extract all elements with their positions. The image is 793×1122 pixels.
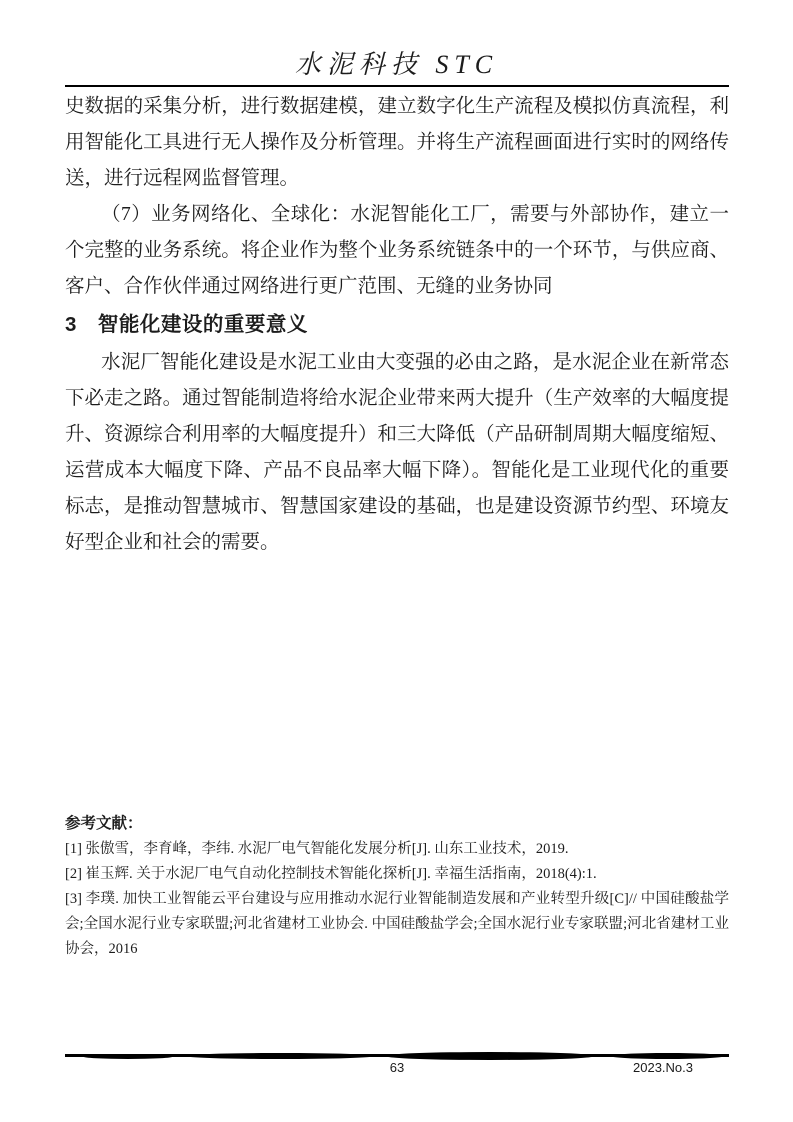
references-heading: 参考文献： <box>65 815 143 832</box>
paragraph-importance-body: 水泥厂智能化建设是水泥工业由大变强的必由之路，是水泥企业在新常态下必走之路。通过智能制造将给水泥企业带来两大提升（生产效率的大幅度提升、资源综合利用率的大幅度提升）和三大降低（产品研制周期大幅度缩短、运营成本大幅度下降、产品不良品率大幅下降）。智能化是工业现代化的重要标志，是推动智慧城市、智慧国家建设的基础，也是建设资源节约型、环境友好型企业和社会的需要。 <box>65 352 729 553</box>
reference-item-1: [1] 张傲雪，李育峰，李纬. 水泥厂电气智能化发展分析[J]. 山东工业技术，2019. <box>65 841 569 857</box>
reference-item-2: [2] 崔玉辉. 关于水泥厂电气自动化控制技术智能化探析[J]. 幸福生活指南，2018(4):1. <box>65 866 597 882</box>
paragraph-history-data: 史数据的采集分析，进行数据建模，建立数字化生产流程及模拟仿真流程，利用智能化工具进行无人操作及分析管理。并将生产流程画面进行实时的网络传送，进行远程网监督管理。 <box>65 96 729 189</box>
issue-label: 2023.No.3 <box>633 1060 693 1075</box>
paragraph-business-networking: （7）业务网络化、全球化：水泥智能化工厂，需要与外部协作，建立一个完整的业务系统。将企业作为整个业务系统链条中的一个环节，与供应商、客户、合作伙伴通过网络进行更广范围、无缝的业务协同 <box>65 204 729 297</box>
page-number: 63 <box>389 1060 405 1075</box>
footer-rule-blob <box>83 1054 173 1059</box>
footer-rule-blob <box>385 1052 595 1060</box>
reference-item-3: [3] 李璞. 加快工业智能云平台建设与应用推动水泥行业智能制造发展和产业转型升级[C]// 中国硅酸盐学会;全国水泥行业专家联盟;河北省建材工业协会. 中国硅酸盐学会;全国水泥行业专家联盟;河北省建材工业协会，2016 <box>65 891 729 957</box>
article-body <box>65 89 729 561</box>
footer-rule-blob <box>185 1053 375 1059</box>
journal-header-title: 水泥科技 STC <box>294 50 499 79</box>
footer <box>65 1060 729 1080</box>
references-section <box>65 810 729 962</box>
header-rule <box>65 85 729 87</box>
footer-rule-blob <box>610 1053 725 1059</box>
section-heading-importance: 3 智能化建设的重要意义 <box>65 313 308 336</box>
